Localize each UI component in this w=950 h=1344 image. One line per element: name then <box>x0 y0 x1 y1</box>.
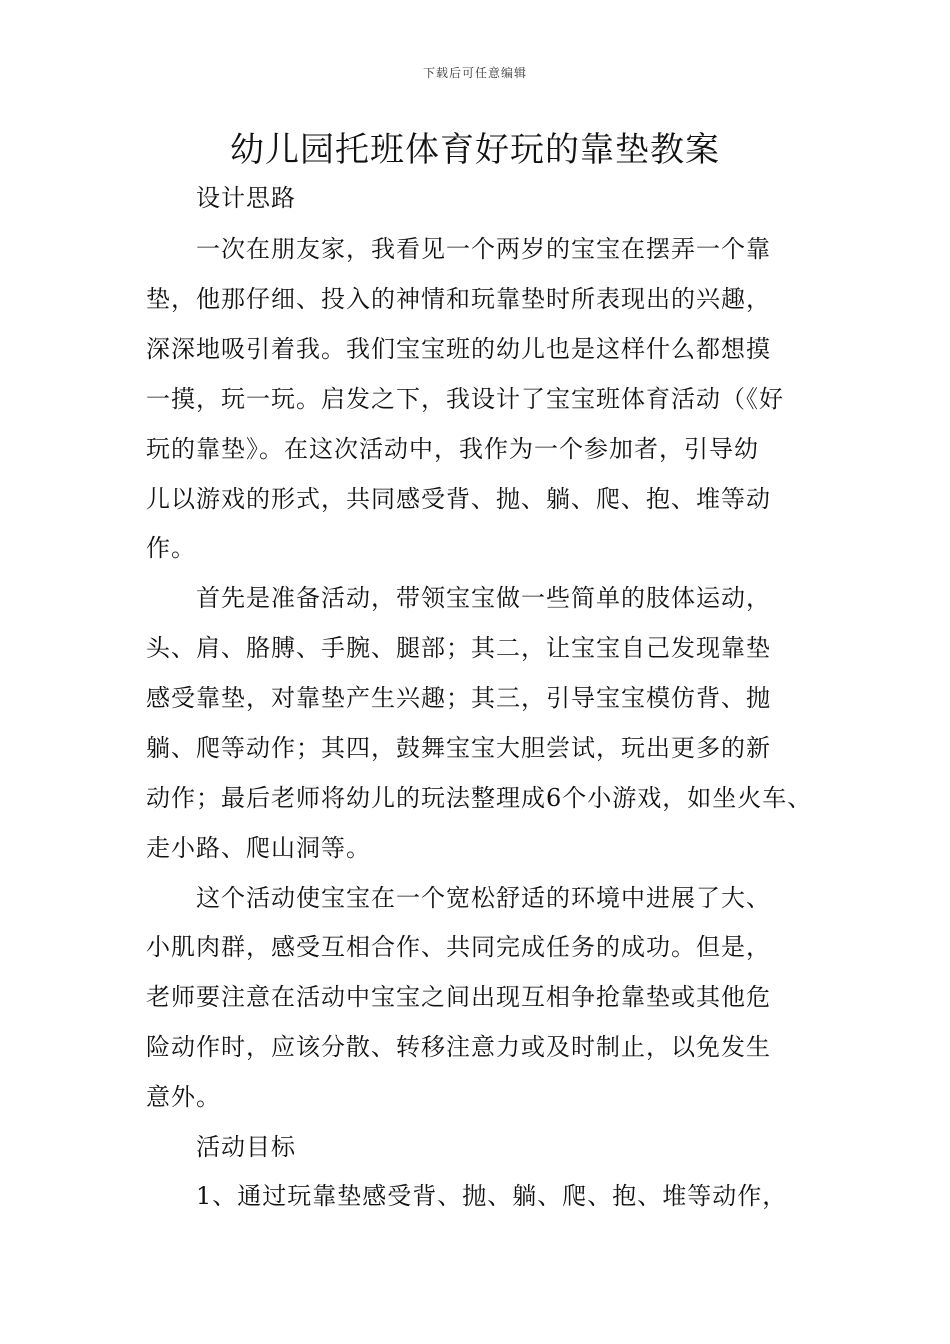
paragraph-line: 老师要注意在活动中宝宝之间出现互相争抢靠垫或其他危 <box>146 983 771 1011</box>
paragraph-line: 动作；最后老师将幼儿的玩法整理成6个小游戏，如坐火车、 <box>146 784 813 812</box>
paragraph-line: 小肌肉群，感受互相合作、共同完成任务的成功。但是， <box>146 933 771 961</box>
paragraph-line: 感受靠垫，对靠垫产生兴趣；其三，引导宝宝模仿背、抛 <box>146 684 771 712</box>
section-heading-design: 设计思路 <box>196 184 296 212</box>
goal-item: 1、通过玩靠垫感受背、抛、躺、爬、抱、堆等动作， <box>196 1182 788 1210</box>
paragraph-line: 躺、爬等动作；其四，鼓舞宝宝大胆尝试，玩出更多的新 <box>146 734 771 762</box>
paragraph-line: 走小路、爬山洞等。 <box>146 834 371 862</box>
paragraph-line: 一次在朋友家，我看见一个两岁的宝宝在摆弄一个靠 <box>196 235 771 263</box>
paragraph-line: 深深地吸引着我。我们宝宝班的幼儿也是这样什么都想摸 <box>146 335 771 363</box>
paragraph-line: 险动作时，应该分散、转移注意力或及时制止，以免发生 <box>146 1033 771 1061</box>
paragraph-line: 一摸，玩一玩。启发之下，我设计了宝宝班体育活动（《好 <box>146 385 784 413</box>
paragraph-line: 这个活动使宝宝在一个宽松舒适的环境中进展了大、 <box>196 884 771 912</box>
paragraph-line: 玩的靠垫》。在这次活动中，我作为一个参加者，引导幼 <box>146 435 759 463</box>
header-note: 下载后可任意编辑 <box>422 66 527 80</box>
section-heading-goals: 活动目标 <box>196 1133 296 1161</box>
paragraph-line: 垫，他那仔细、投入的神情和玩靠垫时所表现出的兴趣， <box>146 285 771 313</box>
paragraph-line: 意外。 <box>146 1083 221 1111</box>
paragraph-line: 头、肩、胳膊、手腕、腿部；其二，让宝宝自己发现靠垫 <box>146 634 771 662</box>
paragraph-line: 作。 <box>146 534 196 562</box>
document-title: 幼儿园托班体育好玩的靠垫教案 <box>230 130 720 170</box>
paragraph-line: 儿以游戏的形式，共同感受背、抛、躺、爬、抱、堆等动 <box>146 485 771 513</box>
paragraph-line: 首先是准备活动，带领宝宝做一些简单的肢体运动， <box>196 584 771 612</box>
